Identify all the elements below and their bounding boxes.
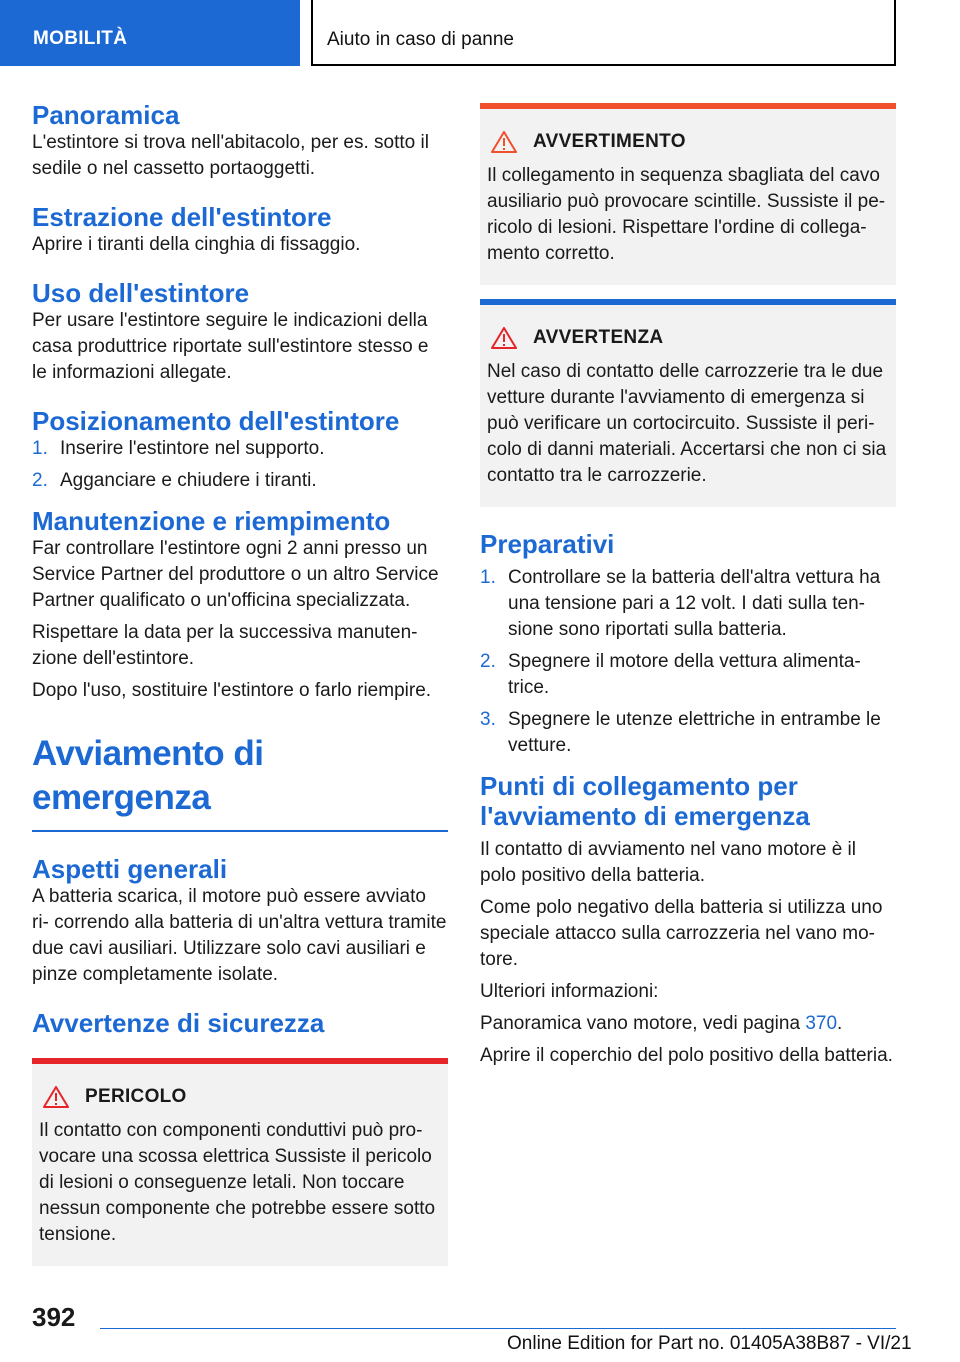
step-item <box>480 565 896 643</box>
danger-title: PERICOLO <box>85 1086 187 1107</box>
step-item <box>32 436 448 462</box>
step-text: Agganciare e chiudere i tiranti. <box>60 470 317 491</box>
text-punti-4 <box>480 1011 896 1037</box>
step-number: 2. <box>480 651 496 672</box>
chapter-divider <box>32 830 448 832</box>
step-item <box>480 649 896 701</box>
heading-punti: Punti di collegamento per l'avviamento di emergenza <box>480 771 810 831</box>
warning-text: Il collegamento in sequenza sbagliata del cavo ausiliario può provocare scintille. Sussiste il pe‐ ricolo di lesioni. Rispettare l'ordine di collega‐ mento corretto. <box>487 165 886 264</box>
right-column <box>480 103 896 1075</box>
warning-triangle-icon <box>43 1086 69 1108</box>
notice-box <box>480 299 896 507</box>
warning-triangle-icon <box>491 327 517 349</box>
step-text: Spegnere il motore della vettura alimenta‐ trice. <box>508 651 861 698</box>
warning-title-row <box>487 131 888 153</box>
section-label: MOBILITÀ <box>33 28 128 49</box>
step-item <box>32 468 448 494</box>
notice-title-row <box>487 327 888 349</box>
step-text: Controllare se la batteria dell'altra vettura ha una tensione pari a 12 volt. I dati sulla ten‐ sione sono riportati sulla batteria. <box>508 567 881 640</box>
warning-title: AVVERTIMENTO <box>533 131 686 152</box>
text-aspetti: A batteria scarica, il motore può essere avviato ri‐ correndo alla batteria di un'altra vettura tramite due cavi ausiliari. Utilizzare solo cavi ausiliari e pinze completamente isolate. <box>32 886 447 985</box>
notice-text: Nel caso di contatto delle carrozzerie tra le due vetture durante l'avviamento di emergenza si può verificare un cortocircuito. Sussiste il peri‐ colo di danni materiali. Accertarsi che non ci sia contatto tra le carrozzerie. <box>487 361 887 486</box>
text-punti-2: Come polo negativo della batteria si utilizza uno speciale attacco sulla carrozzeria nel vano mo‐ tore. <box>480 897 883 970</box>
page-link[interactable]: 370 <box>805 1013 838 1034</box>
heading-manutenzione: Manutenzione e riempimento <box>32 506 391 536</box>
step-number: 1. <box>32 438 48 459</box>
heading-panoramica: Panoramica <box>32 100 180 130</box>
text-punti-1: Il contatto di avviamento nel vano motore è il polo positivo della batteria. <box>480 839 856 886</box>
step-number: 1. <box>480 567 496 588</box>
text-panoramica: L'estintore si trova nell'abitacolo, per es. sotto il sedile o nel cassetto portaoggetti. <box>32 132 429 179</box>
steps-posizionamento <box>32 436 448 494</box>
chapter-title-avviamento: Avviamento di emergenza <box>32 734 264 817</box>
footer-divider <box>100 1328 896 1329</box>
chapter-header <box>311 0 896 66</box>
text-estrazione: Aprire i tiranti della cinghia di fissaggio. <box>32 234 361 255</box>
step-number: 2. <box>32 470 48 491</box>
heading-uso: Uso dell'estintore <box>32 278 250 308</box>
text-manutenzione-3: Dopo l'uso, sostituire l'estintore o farlo riempire. <box>32 680 432 701</box>
steps-preparativi <box>480 565 896 759</box>
text-uso: Per usare l'estintore seguire le indicazioni della casa produttrice riportate sull'estintore stesso e le informazioni allegate. <box>32 310 429 383</box>
warning-triangle-icon <box>491 131 517 153</box>
notice-title: AVVERTENZA <box>533 327 664 348</box>
text-punti-3: Ulteriori informazioni: <box>480 981 659 1002</box>
text-manutenzione-1: Far controllare l'estintore ogni 2 anni presso un Service Partner del produttore o un altro Service Partner qualificato o un'officina specializzata. <box>32 538 439 611</box>
step-text: Spegnere le utenze elettriche in entrambe le vetture. <box>508 709 881 756</box>
step-item <box>480 707 896 759</box>
section-tab <box>0 0 300 66</box>
heading-preparativi: Preparativi <box>480 529 615 559</box>
cross-ref-text: Panoramica vano motore, vedi pagina <box>480 1013 806 1034</box>
danger-text: Il contatto con componenti conduttivi può pro‐ vocare una scossa elettrica Sussiste il pericolo di lesioni o conseguenze letali. Non toccare nessun componente che potrebbe essere sotto tensione. <box>39 1120 436 1245</box>
text-punti-5: Aprire il coperchio del polo positivo della batteria. <box>480 1045 893 1066</box>
heading-avvertenze: Avvertenze di sicurezza <box>32 1008 325 1038</box>
warning-box <box>480 103 896 285</box>
heading-posizionamento: Posizionamento dell'estintore <box>32 406 400 436</box>
heading-aspetti: Aspetti generali <box>32 854 228 884</box>
edition-text: Online Edition for Part no. 01405A38B87 - VI/21 <box>507 1333 912 1354</box>
left-column <box>32 100 448 1266</box>
step-number: 3. <box>480 709 496 730</box>
page-number: 392 <box>32 1302 76 1332</box>
chapter-label: Aiuto in caso di panne <box>327 29 514 50</box>
text-manutenzione-2: Rispettare la data per la successiva manuten‐ zione dell'estintore. <box>32 622 418 669</box>
heading-estrazione: Estrazione dell'estintore <box>32 202 332 232</box>
step-text: Inserire l'estintore nel supporto. <box>60 438 325 459</box>
danger-box <box>32 1058 448 1266</box>
danger-title-row <box>39 1086 440 1108</box>
cross-ref-end: . <box>837 1013 843 1034</box>
